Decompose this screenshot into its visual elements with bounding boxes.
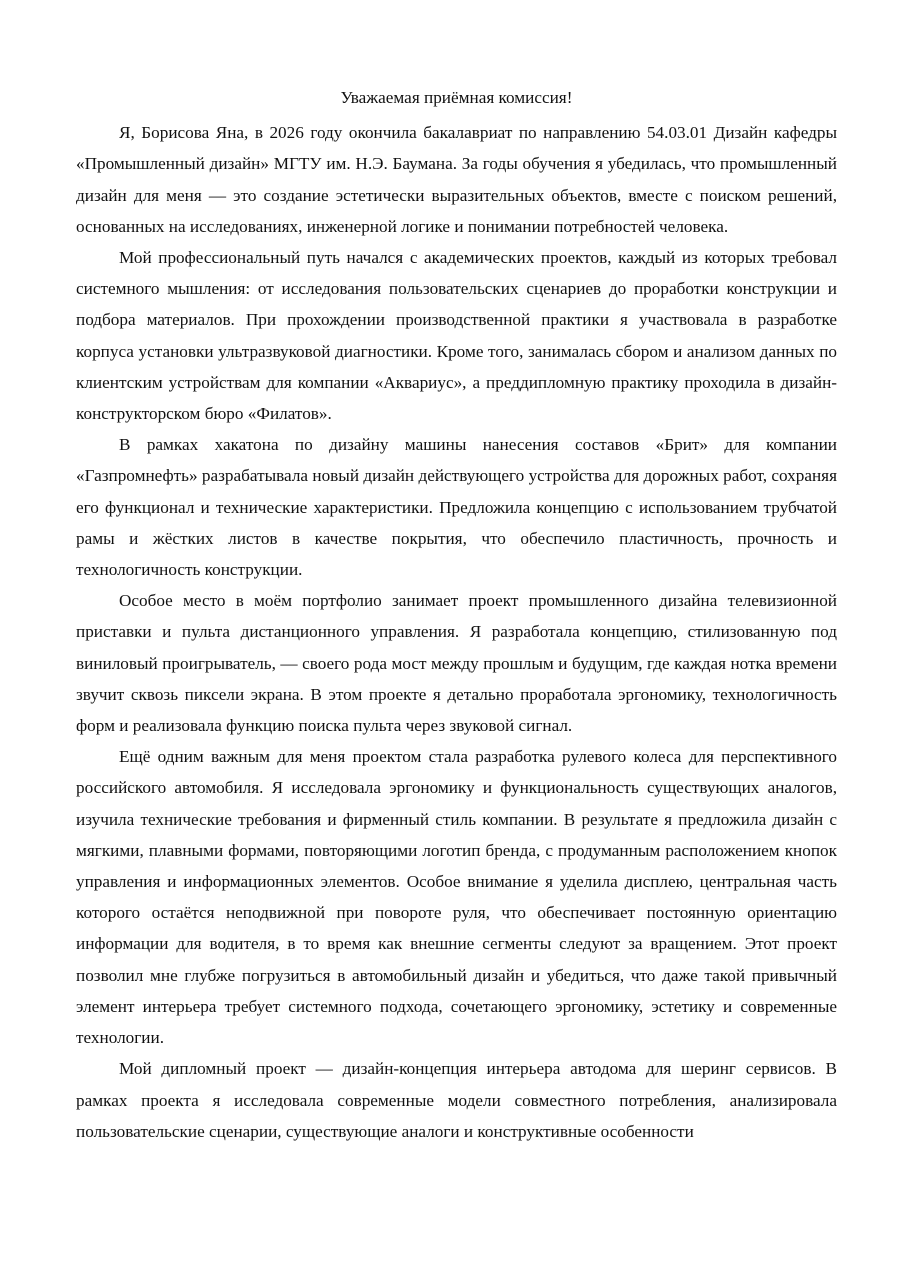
paragraph-career-path: Мой профессиональный путь начался с академических проектов, каждый из которых требовал системного мышления: от исследования пользовательских сценариев до проработки конструкции и подбора материалов. При прохождении производственной практики я участвовала в разработке корпуса установки ультразвуковой диагностики. Кроме того, занималась сбором и анализом данных по клиентским устройствам для компании «Аквариус», а преддипломную практику проходила в дизайн-конструкторском бюро «Филатов». [76,248,837,424]
paragraph-diploma-project: Мой дипломный проект — дизайн-концепция интерьера автодома для шеринг сервисов. В рамках проекта я исследовала современные модели совместного потребления, анализировала пользовательские сценарии, существующие аналоги и конструктивные особенности [76,1059,837,1141]
letter-body [76,82,837,1147]
paragraph-tv-box-project: Особое место в моём портфолио занимает проект промышленного дизайна телевизионной приставки и пульта дистанционного управления. Я разработала концепцию, стилизованную под виниловый проигрыватель, — своего рода мост между прошлым и будущим, где каждая нотка времени звучит сквозь пиксели экрана. В этом проекте я детально проработала эргономику, технологичность форм и реализовала функцию поиска пульта через звуковой сигнал. [76,591,837,736]
letter-salutation: Уважаемая приёмная комиссия! [340,88,573,107]
paragraph-hackathon: В рамках хакатона по дизайну машины нанесения составов «Брит» для компании «Газпромнефть» разрабатывала новый дизайн действующего устройства для дорожных работ, сохраняя его функционал и технические характеристики. Предложила концепцию с использованием трубчатой рамы и жёстких листов в качестве покрытия, что обеспечило пластичность, прочность и технологичность конструкции. [76,435,837,580]
paragraph-education: Я, Борисова Яна, в 2026 году окончила бакалавриат по направлению 54.03.01 Дизайн кафедры «Промышленный дизайн» МГТУ им. Н.Э. Баумана. За годы обучения я убедилась, что промышленный дизайн для меня — это создание эстетически выразительных объектов, вместе с поиском решений, основанных на исследованиях, инженерной логике и понимании потребностей человека. [76,123,837,236]
paragraph-steering-wheel-project: Ещё одним важным для меня проектом стала разработка рулевого колеса для перспективного российского автомобиля. Я исследовала эргономику и функциональность существующих аналогов, изучила технические требования и фирменный стиль компании. В результате я предложила дизайн с мягкими, плавными формами, повторяющими логотип бренда, с продуманным расположением кнопок управления и информационных элементов. Особое внимание я уделила дисплею, центральная часть которого остаётся неподвижной при повороте руля, что обеспечивает постоянную ориентацию информации для водителя, в то время как внешние сегменты следуют за вращением. Этот проект позволил мне глубже погрузиться в автомобильный дизайн и убедиться, что даже такой привычный элемент интерьера требует системного подхода, сочетающего эргономику, эстетику и современные технологии. [76,747,837,1048]
